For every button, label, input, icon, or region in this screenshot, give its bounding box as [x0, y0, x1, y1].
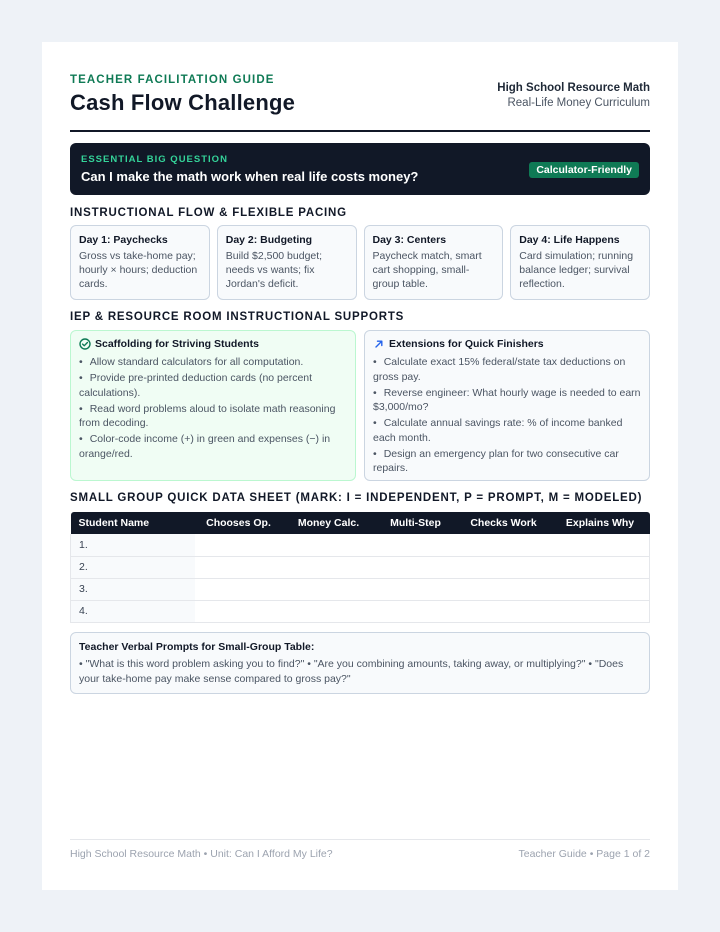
column-header: Explains Why: [551, 512, 650, 534]
student-number: 2.: [71, 556, 195, 578]
extensions-list: [373, 355, 641, 476]
mark-cell: [551, 534, 650, 556]
column-header: Chooses Op.: [195, 512, 283, 534]
day-title: Day 1: Paychecks: [79, 234, 168, 246]
mark-cell: [457, 578, 551, 600]
supports-section-title: IEP & RESOURCE ROOM INSTRUCTIONAL SUPPORTS: [70, 311, 405, 323]
scaffolding-header: [79, 338, 347, 350]
day-card: [510, 225, 650, 300]
course-info: [497, 82, 650, 109]
day-description: Card simulation; running balance ledger; survival reflection.: [519, 250, 634, 290]
mark-cell: [457, 600, 551, 622]
scaffolding-panel: [70, 330, 356, 481]
column-header: Student Name: [71, 512, 195, 534]
calculator-badge: Calculator-Friendly: [529, 162, 639, 178]
curriculum-name: Real-Life Money Curriculum: [507, 97, 650, 109]
day-description: Build $2,500 budget; needs vs wants; fix Jordan's deficit.: [225, 250, 323, 290]
mark-cell: [283, 600, 375, 622]
page-content: [70, 42, 650, 890]
extensions-panel: [364, 330, 650, 481]
data-sheet-table: [70, 512, 650, 623]
list-item: • Color-code income (+) in green and expenses (−) in orange/red.: [79, 432, 347, 461]
table-row: [71, 578, 650, 600]
column-header: Money Calc.: [283, 512, 375, 534]
mark-cell: [195, 556, 283, 578]
mark-cell: [375, 578, 457, 600]
big-question-text: Can I make the math work when real life costs money?: [81, 169, 419, 184]
list-item: • Allow standard calculators for all computation.: [79, 355, 347, 370]
extensions-header: [373, 338, 641, 350]
student-number: 4.: [71, 600, 195, 622]
footer-page-number: Teacher Guide • Page 1 of 2: [518, 848, 650, 860]
verbal-prompts-text: • "What is this word problem asking you to find?" • "Are you combining amounts, taking away, or multiplying?" • "Does your take-home pay make sense compared to gross pay?": [79, 658, 624, 685]
arrow-up-right-icon: [373, 338, 385, 350]
datasheet-section-title: SMALL GROUP QUICK DATA SHEET (MARK: I = INDEPENDENT, P = PROMPT, M = MODELED): [70, 492, 643, 504]
table-header-row: [71, 512, 650, 534]
column-header: Checks Work: [457, 512, 551, 534]
day-title: Day 4: Life Happens: [519, 234, 620, 246]
mark-cell: [551, 578, 650, 600]
scaffolding-title: Scaffolding for Striving Students: [95, 338, 259, 350]
document-header: [70, 74, 650, 132]
table-row: [71, 556, 650, 578]
mark-cell: [375, 556, 457, 578]
page-footer: [70, 839, 650, 860]
header-divider: [70, 130, 650, 132]
extensions-title: Extensions for Quick Finishers: [389, 338, 544, 350]
mark-cell: [195, 578, 283, 600]
table-row: [71, 534, 650, 556]
mark-cell: [195, 534, 283, 556]
list-item: • Calculate exact 15% federal/state tax deductions on gross pay.: [373, 355, 641, 384]
verbal-prompts-title: Teacher Verbal Prompts for Small-Group Table:: [79, 641, 315, 653]
big-question-label: ESSENTIAL BIG QUESTION: [81, 154, 228, 165]
check-circle-icon: [79, 338, 91, 350]
big-question-banner: [70, 143, 650, 195]
day-cards: [70, 225, 650, 300]
day-card: [364, 225, 504, 300]
column-header: Multi-Step: [375, 512, 457, 534]
mark-cell: [457, 556, 551, 578]
day-description: Gross vs take-home pay; hourly × hours; deduction cards.: [79, 250, 198, 290]
day-card: [70, 225, 210, 300]
flow-section-title: INSTRUCTIONAL FLOW & FLEXIBLE PACING: [70, 207, 347, 219]
day-description: Paycheck match, smart cart shopping, small-group table.: [372, 250, 482, 290]
mark-cell: [457, 534, 551, 556]
mark-cell: [195, 600, 283, 622]
scaffolding-list: [79, 355, 347, 461]
list-item: • Reverse engineer: What hourly wage is needed to earn $3,000/mo?: [373, 386, 641, 415]
list-item: • Calculate annual savings rate: % of income banked each month.: [373, 416, 641, 445]
mark-cell: [551, 600, 650, 622]
footer-unit: High School Resource Math • Unit: Can I Afford My Life?: [70, 848, 333, 860]
student-number: 3.: [71, 578, 195, 600]
student-number: 1.: [71, 534, 195, 556]
mark-cell: [283, 556, 375, 578]
mark-cell: [283, 578, 375, 600]
page-title: Cash Flow Challenge: [70, 90, 296, 115]
day-card: [217, 225, 357, 300]
list-item: • Read word problems aloud to isolate math reasoning from decoding.: [79, 402, 347, 431]
day-title: Day 2: Budgeting: [225, 234, 313, 246]
supports-panels: [70, 330, 650, 481]
day-title: Day 3: Centers: [372, 234, 447, 246]
table-row: [71, 600, 650, 622]
mark-cell: [551, 556, 650, 578]
verbal-prompts-box: [70, 632, 650, 694]
list-item: • Provide pre-printed deduction cards (no percent calculations).: [79, 371, 347, 400]
mark-cell: [375, 534, 457, 556]
list-item: • Design an emergency plan for two consecutive car repairs.: [373, 447, 641, 476]
page: [42, 42, 678, 890]
mark-cell: [283, 534, 375, 556]
mark-cell: [375, 600, 457, 622]
course-name: High School Resource Math: [497, 82, 650, 94]
guide-kicker: TEACHER FACILITATION GUIDE: [70, 74, 275, 86]
